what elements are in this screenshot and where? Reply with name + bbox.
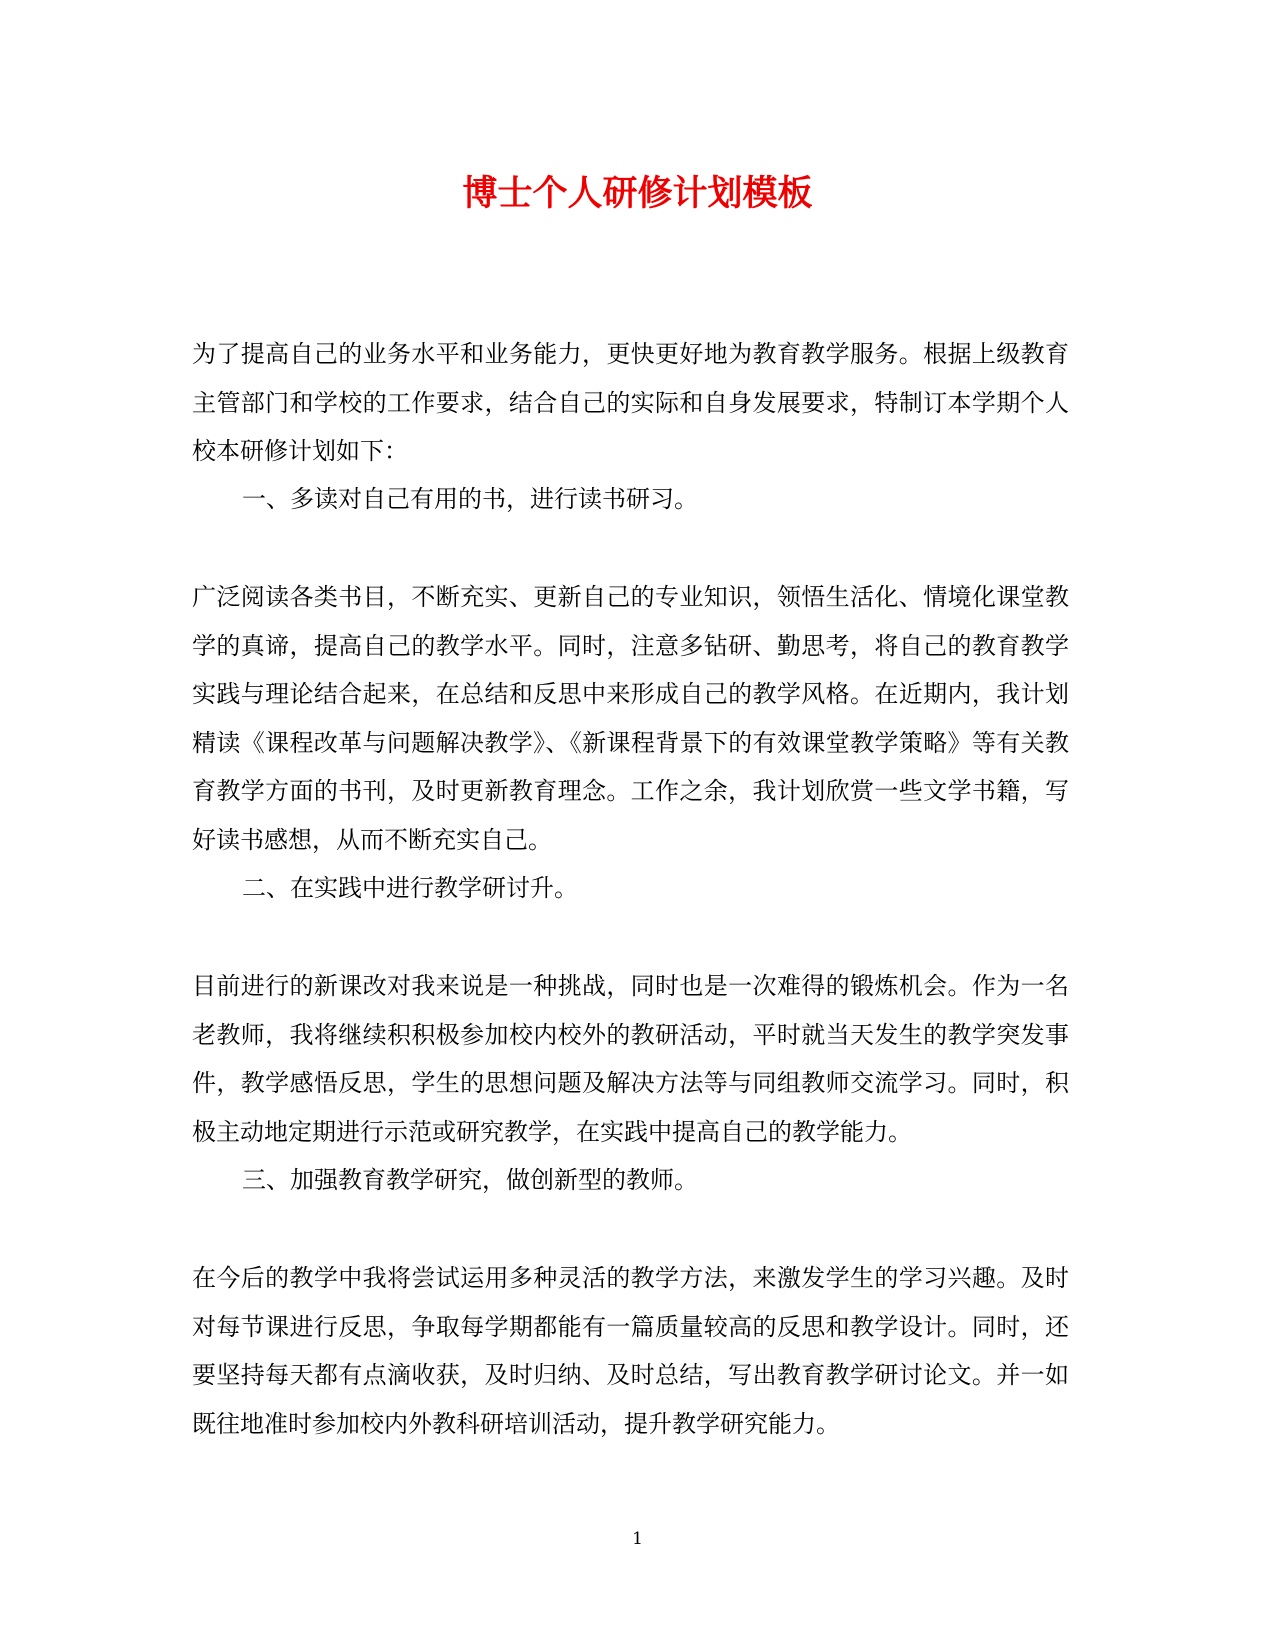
section-paragraph-1: 广泛阅读各类书目，不断充实、更新自己的专业知识，领悟生活化、情境化课堂教学的真谛，提高自己的教学水平。同时，注意多钻研、勤思考，将自己的教育教学实践与理论结合起来，在总结和反思中来形成自己的教学风格。在近期内，我计划精读《课程改革与问题解决教学》、《新课程背景下的有效课堂教学策略》等有关教育教学方面的书刊，及时更新教育理念。工作之余，我计划欣赏一些文学书籍，写好读书感想，从而不断充实自己。 [192, 583, 1069, 854]
section-heading-2: 二、在实践中进行教学研讨升。 [242, 874, 578, 902]
section-paragraph-3: 在今后的教学中我将尝试运用多种灵活的教学方法，来激发学生的学习兴趣。及时对每节课进行反思，争取每学期都能有一篇质量较高的反思和教学设计。同时，还要坚持每天都有点滴收获，及时归纳、及时总结，写出教育教学研讨论文。并一如既往地准时参加校内外教科研培训活动，提升教学研究能力。 [192, 1264, 1069, 1438]
document-title: 博士个人研修计划模板 [462, 173, 813, 214]
section-heading-3: 三、加强教育教学研究，做创新型的教师。 [242, 1166, 698, 1194]
intro-paragraph: 为了提高自己的业务水平和业务能力，更快更好地为教育教学服务。根据上级教育主管部门和学校的工作要求，结合自己的实际和自身发展要求，特制订本学期个人校本研修计划如下： [192, 340, 1069, 465]
page-number: 1 [632, 1529, 643, 1549]
section-heading-1: 一、多读对自己有用的书，进行读书研习。 [242, 485, 698, 513]
section-paragraph-2: 目前进行的新课改对我来说是一种挑战，同时也是一次难得的锻炼机会。作为一名老教师，我将继续积积极参加校内校外的教研活动，平时就当天发生的教学突发事件，教学感悟反思，学生的思想问题及解决方法等与同组教师交流学习。同时，积极主动地定期进行示范或研究教学，在实践中提高自己的教学能力。 [192, 972, 1069, 1146]
